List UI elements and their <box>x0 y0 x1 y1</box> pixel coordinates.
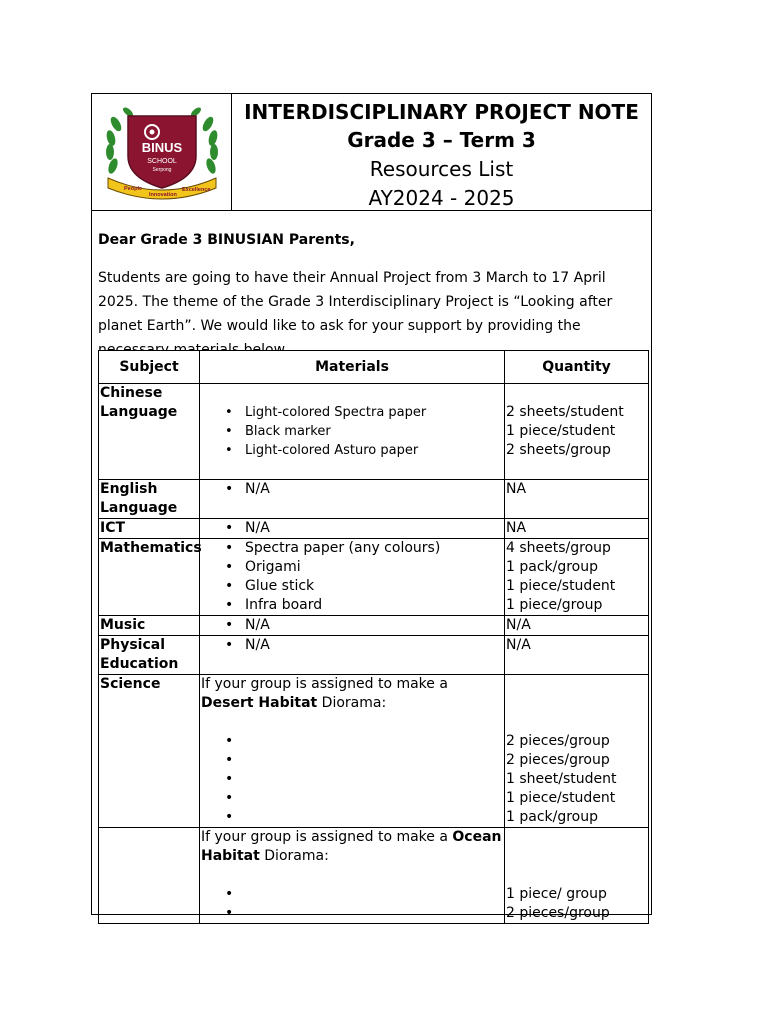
title-cell <box>232 94 651 210</box>
subject-cell: Chinese Language <box>99 384 200 480</box>
instruction-suffix: Diorama: <box>259 848 329 864</box>
subject-cell: Music <box>99 616 200 636</box>
list-item: • N/A <box>245 519 503 538</box>
quantity-value: 1 piece/student <box>506 423 616 439</box>
logo-ribbon-left: People <box>124 186 143 192</box>
table-row <box>99 828 649 924</box>
academic-year: AY2024 - 2025 <box>368 186 515 210</box>
school-logo <box>92 94 232 209</box>
logo-campus: Serpong <box>152 167 172 173</box>
quantity-value: 1 piece/ group <box>506 886 607 902</box>
quantity-value: 1 sheet/student <box>506 771 617 787</box>
materials-cell <box>200 616 505 636</box>
list-item <box>245 732 503 751</box>
quantity-value: 4 sheets/group <box>506 540 611 556</box>
subject-cell: Physical Education <box>99 636 200 675</box>
quantity-value: N/A <box>506 637 531 653</box>
list-item <box>245 904 503 923</box>
table-row <box>99 384 649 480</box>
quantity-cell <box>505 519 649 539</box>
quantity-value: 2 pieces/group <box>506 905 610 921</box>
diorama-instruction <box>201 675 503 713</box>
table-row <box>99 616 649 636</box>
logo-name: BINUS <box>141 140 183 155</box>
list-item: • N/A <box>245 616 503 635</box>
materials-cell <box>200 675 505 828</box>
quantity-value: 2 sheets/student <box>506 404 624 420</box>
list-item <box>245 770 503 789</box>
intro-paragraph: Students are going to have their Annual Project from 3 March to 17 April 2025. The theme of the Grade 3 Interdisciplinary Project is “Looking after planet Earth”. We would like to ask for your support by providing the <box>98 270 613 334</box>
quantity-cell <box>505 539 649 616</box>
grade-term: Grade 3 – Term 3 <box>347 128 536 152</box>
quantity-value: 1 piece/student <box>506 790 616 806</box>
instruction-text: If your group is assigned to make a <box>201 676 448 692</box>
materials-cell <box>200 480 505 519</box>
list-item <box>245 789 503 808</box>
quantity-value: N/A <box>506 617 531 633</box>
document-header <box>92 94 651 211</box>
quantity-value: 1 piece/student <box>506 578 616 594</box>
header-subject: Subject <box>99 351 200 384</box>
document-frame <box>91 93 652 921</box>
quantity-cell <box>505 636 649 675</box>
quantity-cell <box>505 828 649 924</box>
habitat-name: Ocean Habitat <box>201 829 502 864</box>
quantity-cell <box>505 384 649 480</box>
document-subtitle: Resources List <box>369 157 514 181</box>
document-title: INTERDISCIPLINARY PROJECT NOTE <box>244 100 639 124</box>
list-item: • Light-colored Asturo paper <box>245 441 503 460</box>
list-item <box>245 808 503 827</box>
list-item: • Origami <box>245 558 503 577</box>
materials-cell <box>200 636 505 675</box>
diorama-instruction <box>201 828 503 866</box>
quantity-cell <box>505 616 649 636</box>
quantity-value: 2 pieces/group <box>506 733 610 749</box>
materials-cell <box>200 539 505 616</box>
logo-ribbon-middle: Innovation <box>149 192 177 198</box>
subject-cell <box>99 828 200 924</box>
list-item: • N/A <box>245 480 503 499</box>
logo-school: SCHOOL <box>147 158 177 165</box>
greeting: Dear Grade 3 BINUSIAN Parents, <box>98 232 355 248</box>
subject-cell: ICT <box>99 519 200 539</box>
list-item: • Infra board <box>245 596 503 615</box>
materials-table <box>98 350 649 924</box>
list-item: • Glue stick <box>245 577 503 596</box>
quantity-value: NA <box>506 520 527 536</box>
quantity-value: NA <box>506 481 527 497</box>
school-logo-cell <box>92 94 232 210</box>
quantity-value: 1 pack/group <box>506 559 599 575</box>
subject-cell: English Language <box>99 480 200 519</box>
subject-cell: Mathematics <box>99 539 200 616</box>
materials-cell <box>200 828 505 924</box>
table-row <box>99 539 649 616</box>
table-row <box>99 675 649 828</box>
list-item: • Light-colored Spectra paper <box>245 403 503 422</box>
materials-cell <box>200 384 505 480</box>
quantity-cell <box>505 480 649 519</box>
table-row <box>99 519 649 539</box>
subject-cell: Science <box>99 675 200 828</box>
table-row <box>99 636 649 675</box>
quantity-value: 1 piece/group <box>506 597 603 613</box>
list-item: • Spectra paper (any colours) <box>245 539 503 558</box>
header-quantity: Quantity <box>505 351 649 384</box>
list-item: • Black marker <box>245 422 503 441</box>
list-item: • N/A <box>245 636 503 655</box>
table-header-row <box>99 351 649 384</box>
quantity-cell <box>505 675 649 828</box>
logo-ribbon-right: Excellence <box>182 187 211 193</box>
habitat-name: Desert Habitat <box>201 695 318 711</box>
instruction-text: If your group is assigned to make a <box>201 829 453 845</box>
quantity-value: 1 pack/group <box>506 809 599 825</box>
materials-cell <box>200 519 505 539</box>
quantity-value: 2 sheets/group <box>506 442 611 458</box>
table-row <box>99 480 649 519</box>
list-item <box>245 751 503 770</box>
instruction-suffix: Diorama: <box>317 695 387 711</box>
header-materials: Materials <box>200 351 505 384</box>
list-item <box>245 885 503 904</box>
quantity-value: 2 pieces/group <box>506 752 610 768</box>
